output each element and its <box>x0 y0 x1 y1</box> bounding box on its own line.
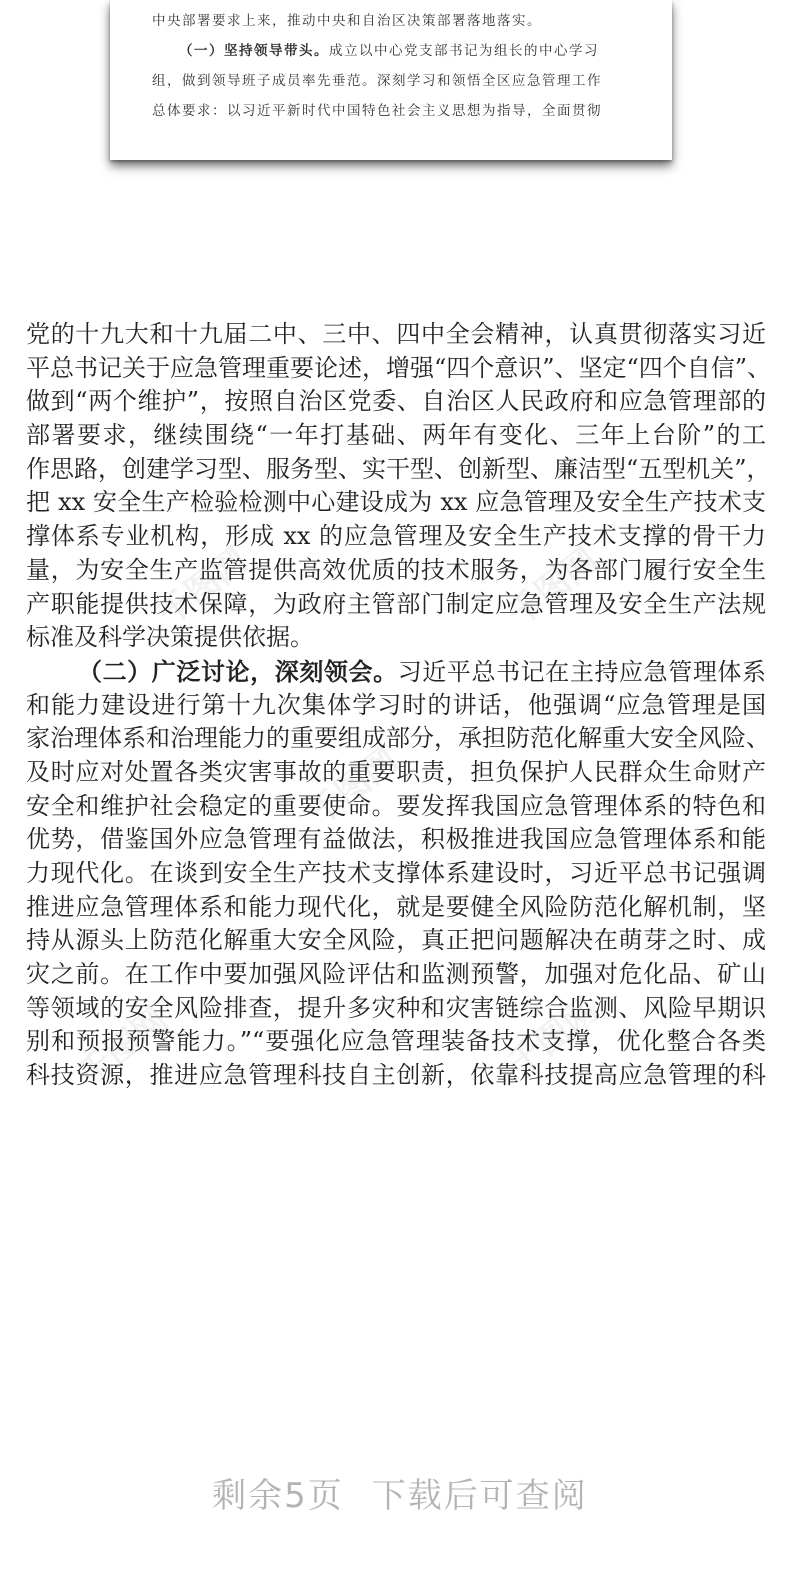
preview-line: 总体要求：以习近平新时代中国特色社会主义思想为指导，全面贯彻 <box>152 103 602 119</box>
text-line: 持从源头上防范化解重大安全风险，真正把问题解决在萌芽之时、成 <box>26 926 766 955</box>
text-line: 优势，借鉴国外应急管理有益做法，积极推进我国应急管理体系和能 <box>26 825 766 854</box>
preview-line: 中央部署要求上来，推动中央和自治区决策部署落地落实。 <box>152 13 542 29</box>
remaining-pages-notice[interactable] <box>0 1468 800 1517</box>
text-line: 标准及科学决策提供依据。 <box>26 623 314 652</box>
page-preview-card <box>110 0 672 160</box>
text-line: 等领域的安全风险排查，提升多灾种和灾害链综合监测、风险早期识 <box>26 993 766 1022</box>
section-heading-line <box>26 655 766 689</box>
watermark: 千图网 <box>500 540 606 635</box>
text-line: 做到“两个维护”，按照自治区党委、自治区人民政府和应急管理部的 <box>26 387 766 416</box>
text-line: 科技资源，推进应急管理科技自主创新，依靠科技提高应急管理的科 <box>26 1061 766 1090</box>
text-line: 党的十九大和十九届二中、三中、四中全会精神，认真贯彻落实习近 <box>26 320 766 348</box>
watermark: 千图网 <box>300 740 406 835</box>
text-line: 平总书记关于应急管理重要论述，增强“四个意识”、坚定“四个自信”、 <box>26 353 772 382</box>
text-line: 作思路，创建学习型、服务型、实干型、创新型、廉洁型“五型机关”， <box>26 454 771 483</box>
preview-heading: （一）坚持领导带头。 <box>179 43 329 59</box>
text-line: 和能力建设进行第十九次集体学习时的讲话，他强调“应急管理是国 <box>26 690 766 719</box>
text-span: 习近平总书记在主持应急管理体系 <box>397 657 766 686</box>
text-line: 家治理体系和治理能力的重要组成部分，承担防范化解重大安全风险、 <box>26 724 770 753</box>
text-line: 力现代化。在谈到安全生产技术支撑体系建设时，习近平总书记强调 <box>26 859 766 887</box>
text-line: 部署要求，继续围绕“一年打基础、两年有变化、三年上台阶”的工 <box>26 421 766 450</box>
download-to-view-label: 下载后可查阅 <box>371 1476 588 1516</box>
text-line: 安全和维护社会稳定的重要使命。要发挥我国应急管理体系的特色和 <box>26 791 766 820</box>
preview-line <box>152 36 634 66</box>
text-line: 及时应对处置各类灾害事故的重要职责，担负保护人民群众生命财产 <box>26 757 766 786</box>
text-line: 推进应急管理体系和能力现代化，就是要健全风险防范化解机制，坚 <box>26 892 766 921</box>
section-heading: （二）广泛讨论，深刻领会。 <box>78 656 398 686</box>
text-line: 量，为安全生产监管提供高效优质的技术服务，为各部门履行安全生 <box>26 555 766 584</box>
watermark: 千图网 <box>150 540 256 635</box>
text-line: 灾之前。在工作中要加强风险评估和监测预警，加强对危化品、矿山 <box>26 960 766 989</box>
watermark: 千图网 <box>70 1000 176 1095</box>
preview-line: 组，做到领导班子成员率先垂范。深刻学习和领悟全区应急管理工作 <box>152 73 602 89</box>
text-line: 产职能提供技术保障，为政府主管部门制定应急管理及安全生产法规 <box>26 589 766 618</box>
text-line: 撑体系专业机构，形成 xx 的应急管理及安全生产技术支撑的骨干力 <box>26 522 766 551</box>
preview-text: 成立以中心党支部书记为组长的中心学习 <box>329 43 599 59</box>
document-body <box>26 318 772 1093</box>
text-line: 把 xx 安全生产检验检测中心建设成为 xx 应急管理及安全生产技术支 <box>26 488 766 517</box>
watermark: 千图网 <box>500 990 606 1085</box>
text-line: 别和预报预警能力。”“要强化应急管理装备技术支撑，优化整合各类 <box>26 1027 766 1056</box>
remaining-pages-label: 剩余5页 <box>212 1476 344 1516</box>
